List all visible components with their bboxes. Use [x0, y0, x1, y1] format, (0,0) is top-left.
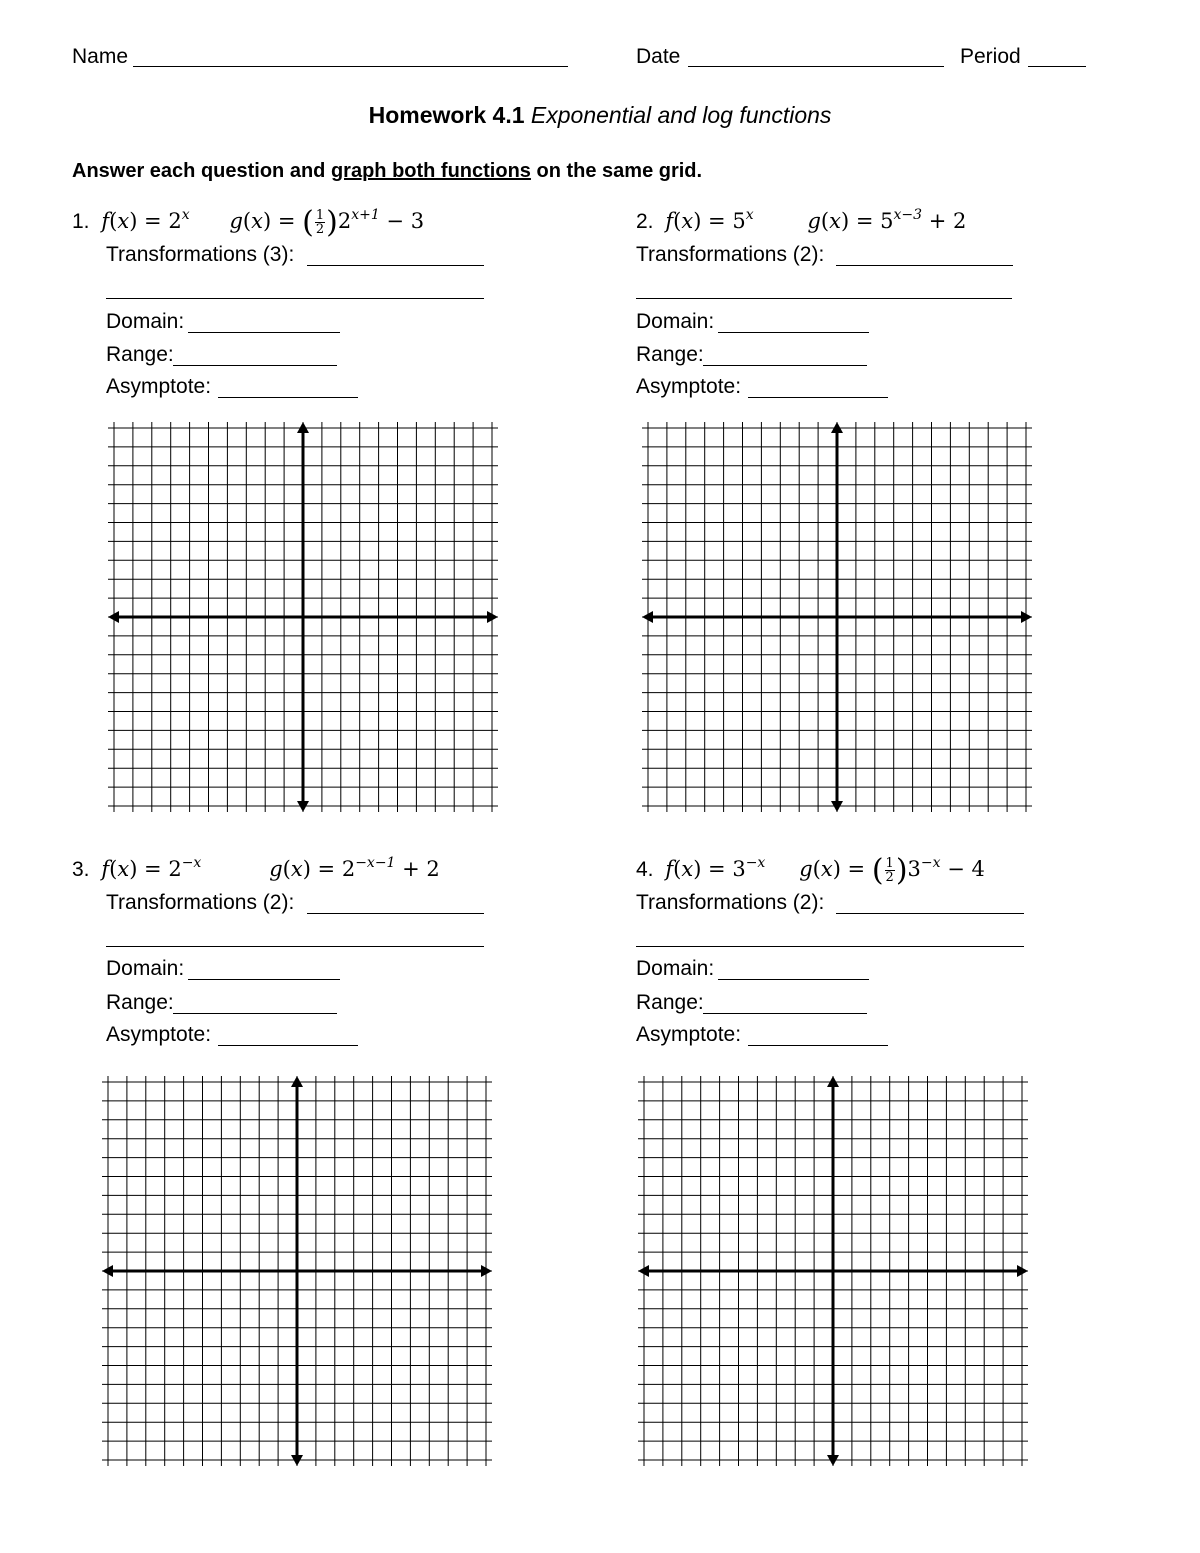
fraction	[885, 857, 895, 884]
g-tail: − 3	[386, 209, 425, 233]
g-base: 2	[341, 857, 356, 881]
problem-1-f: $f(x) = 2^x$	[101, 207, 190, 233]
domain-line[interactable]	[188, 979, 340, 980]
f-base: 2	[168, 209, 182, 233]
graph-grid-1[interactable]	[108, 422, 498, 812]
g-tail: + 2	[928, 209, 967, 233]
transformations-line-2[interactable]	[106, 298, 484, 299]
asymptote-line[interactable]	[748, 1045, 888, 1046]
transformations-line-2[interactable]	[106, 946, 484, 947]
f-exponent: x	[181, 207, 190, 223]
asymptote-label: Asymptote:	[106, 1023, 212, 1046]
transformations-line[interactable]	[836, 265, 1013, 266]
transformations-line[interactable]	[307, 913, 484, 914]
domain-line[interactable]	[718, 332, 869, 333]
g-base: 5	[880, 209, 894, 233]
asymptote-line[interactable]	[218, 397, 358, 398]
frac-den: 2	[885, 870, 894, 885]
fraction	[315, 209, 325, 236]
transformations-line-2[interactable]	[636, 298, 1012, 299]
transformations-line-2[interactable]	[636, 946, 1024, 947]
f-exponent: −x	[181, 855, 202, 871]
frac-num: 1	[315, 208, 325, 223]
range-label: Range:	[636, 343, 704, 366]
domain-label: Domain:	[106, 957, 185, 980]
graph-grid-2[interactable]	[642, 422, 1032, 812]
period-line[interactable]	[1028, 66, 1086, 67]
instructions-underlined: graph both functions	[330, 160, 531, 182]
instructions-after: on the same grid.	[530, 160, 703, 182]
range-label: Range:	[106, 991, 174, 1014]
problem-3-f: $f(x) = 2^{-x}$	[101, 855, 202, 881]
transformations-line[interactable]	[836, 913, 1024, 914]
problem-number: 1.	[72, 210, 90, 233]
g-exponent: x−3	[893, 207, 923, 223]
title-italic: Exponential and log functions	[530, 102, 832, 128]
range-line[interactable]	[703, 365, 867, 366]
name-label: Name	[72, 45, 129, 68]
frac-num: 1	[885, 856, 894, 871]
g-tail: + 2	[402, 857, 440, 881]
f-base: 3	[732, 857, 746, 881]
transformations-line[interactable]	[307, 265, 484, 266]
problem-3-equations	[72, 856, 440, 883]
g-tail: − 4	[947, 857, 985, 881]
problem-number: 2.	[636, 210, 654, 233]
asymptote-line[interactable]	[218, 1045, 358, 1046]
g-base: 3	[907, 857, 921, 881]
problem-3-g: $g(x) = 2^{-x-1} + 2$	[269, 855, 440, 881]
asymptote-label: Asymptote:	[636, 375, 742, 398]
asymptote-label: Asymptote:	[636, 1023, 742, 1046]
g-exponent: −x	[920, 855, 941, 871]
instructions	[72, 158, 702, 184]
f-base: 5	[732, 209, 746, 233]
transformations-label: Transformations (3):	[106, 243, 295, 266]
range-label: Range:	[636, 991, 704, 1014]
problem-4-f: $f(x) = 3^{-x}$	[665, 855, 766, 881]
domain-label: Domain:	[636, 310, 715, 333]
problem-2-equations	[636, 208, 966, 235]
graph-grid-3[interactable]	[102, 1076, 492, 1466]
domain-label: Domain:	[636, 957, 715, 980]
f-exponent: x	[745, 207, 754, 223]
title-bold: Homework 4.1	[368, 102, 525, 128]
problem-1-equations	[72, 205, 425, 240]
g-exponent: x+1	[351, 207, 380, 223]
frac-den: 2	[315, 222, 325, 237]
instructions-before: Answer each question and	[72, 160, 331, 182]
problem-4-equations	[636, 853, 985, 888]
g-exponent: −x−1	[355, 855, 396, 871]
transformations-label: Transformations (2):	[106, 891, 295, 914]
range-line[interactable]	[173, 365, 337, 366]
problem-number: 3.	[72, 858, 90, 881]
range-line[interactable]	[703, 1013, 867, 1014]
domain-label: Domain:	[106, 310, 185, 333]
domain-line[interactable]	[718, 979, 869, 980]
transformations-label: Transformations (2):	[636, 243, 825, 266]
problem-2-g: $g(x) = 5^{x-3} + 2$	[807, 207, 967, 233]
name-line[interactable]	[133, 66, 568, 67]
problem-2-f: $f(x) = 5^x$	[665, 207, 754, 233]
page-title	[0, 100, 1200, 130]
date-line[interactable]	[688, 66, 944, 67]
asymptote-label: Asymptote:	[106, 375, 212, 398]
range-label: Range:	[106, 343, 174, 366]
asymptote-line[interactable]	[748, 397, 888, 398]
g-base: 2	[337, 209, 352, 233]
graph-grid-4[interactable]	[638, 1076, 1028, 1466]
domain-line[interactable]	[188, 332, 340, 333]
period-label: Period	[960, 45, 1021, 68]
problem-1-g: g(x) = ( $\frac{1}{2}$ )$2^{x+1} - 3$	[229, 205, 425, 240]
date-label: Date	[636, 45, 681, 68]
f-exponent: −x	[745, 855, 766, 871]
range-line[interactable]	[173, 1013, 337, 1014]
problem-4-g: g(x) = ( $\frac{1}{2}$ )$3^{-x} - 4$	[799, 853, 985, 888]
transformations-label: Transformations (2):	[636, 891, 825, 914]
f-base: 2	[168, 857, 182, 881]
problem-number: 4.	[636, 858, 654, 881]
